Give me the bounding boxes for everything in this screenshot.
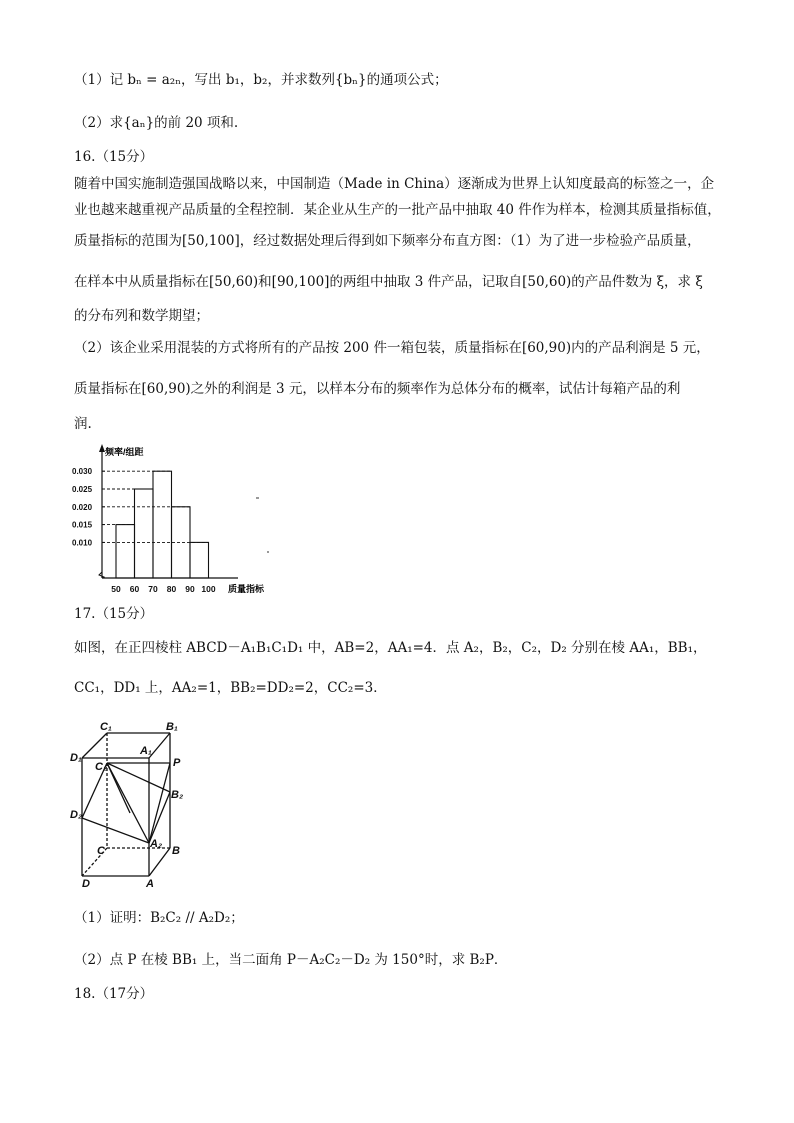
label-D1: D₁ — [70, 752, 82, 764]
label-A1: A₁ — [140, 745, 152, 757]
q15-part2: （2）求{aₙ}的前 20 项和. — [74, 115, 239, 131]
q17-part1: （1）证明：B₂C₂ // A₂D₂； — [74, 910, 244, 926]
x-tick-label: 50 — [111, 584, 121, 594]
q17-line-1: 如图，在正四棱柱 ABCD－A₁B₁C₁D₁ 中，AB=2，AA₁=4．点 A₂，B₂，C₂，D₂ 分别在棱 AA₁，BB₁， — [74, 640, 707, 656]
x-tick-label: 80 — [166, 584, 177, 594]
label-P: P — [173, 757, 181, 769]
segment-C2A2 — [107, 763, 149, 843]
q17-part2: （2）点 P 在棱 BB₁ 上，当二面角 P－A₂C₂－D₂ 为 150°时，求 B₂P． — [74, 952, 508, 968]
frequency-histogram — [70, 438, 290, 600]
label-C1: C₁ — [100, 721, 112, 733]
edge-A1B1 — [149, 733, 170, 758]
histogram-bar — [116, 525, 135, 578]
q15-part1: （1）记 bₙ = a₂ₙ，写出 b₁，b₂，并求数列{bₙ}的通项公式； — [74, 72, 448, 88]
label-D2: D₂ — [70, 809, 83, 821]
q16-line-3: 质量指标的范围为[50,100]，经过数据处理后得到如下频率分布直方图：（1）为了进一步检验产品质量， — [74, 233, 701, 249]
histogram-xlabel: 质量指标 — [228, 584, 265, 594]
y-tick-label: 0.030 — [72, 467, 93, 477]
histogram-bar — [135, 489, 154, 578]
q16-line-4: 在样本中从质量指标在[50,60)和[90,100]的两组中抽取 3 件产品，记取自[50,60)的产品件数为 ξ，求 ξ — [74, 274, 703, 290]
label-B: B — [172, 845, 180, 857]
q16-line-7: 质量指标在[60,90)之外的利润是 3 元，以样本分布的频率作为总体分布的概率，试估计每箱产品的利 — [74, 381, 681, 397]
histogram-ylabel: 频率/组距 — [105, 447, 144, 457]
x-tick-label: 90 — [185, 584, 195, 594]
segment-C2-mid — [107, 763, 130, 813]
segment-C2B2 — [107, 763, 170, 792]
segment-B2A2 — [149, 792, 170, 843]
label-A2: A₂ — [150, 838, 163, 850]
x-tick-label: 70 — [148, 584, 158, 594]
prism-figure — [70, 718, 190, 890]
x-tick-label: 100 — [201, 584, 216, 594]
q17-line-2: CC₁，DD₁ 上，AA₂=1，BB₂=DD₂=2，CC₂=3． — [74, 680, 387, 696]
label-D: D — [82, 878, 90, 890]
histogram-bar — [190, 542, 209, 578]
q16-line-6: （2）该企业采用混装的方式将所有的产品按 200 件一箱包装，质量指标在[60,90)内的产品利润是 5 元， — [74, 340, 710, 356]
q16-line-5: 的分布列和数学期望； — [74, 308, 209, 324]
edge-C1D1 — [82, 733, 107, 758]
edge-AB — [149, 848, 170, 876]
q18-header: 18.（17分） — [74, 986, 154, 1002]
x-tick-label: 60 — [129, 584, 140, 594]
label-B1: B₁ — [166, 721, 178, 733]
label-C: C — [97, 845, 105, 857]
y-tick-label: 0.010 — [72, 538, 93, 548]
label-A: A — [146, 878, 154, 890]
segment-D2A2 — [82, 818, 149, 843]
label-B2: B₂ — [171, 789, 184, 801]
segment-PA2 — [149, 763, 170, 843]
y-tick-label: 0.015 — [72, 520, 93, 530]
label-C2: C₂ — [95, 761, 108, 773]
y-tick-label: 0.025 — [72, 485, 93, 494]
q16-line-8: 润. — [74, 416, 92, 432]
q16-line-2: 业也越来越重视产品质量的全程控制．某企业从生产的一批产品中抽取 40 件作为样本，检测其质量指标值， — [74, 202, 721, 218]
q16-header: 16.（15分） — [74, 149, 154, 165]
q17-header: 17.（15分） — [74, 606, 154, 622]
q16-line-1: 随着中国实施制造强国战略以来，中国制造（Made in China）逐渐成为世界上认知度最高的标签之一，企 — [74, 176, 715, 192]
histogram-bar — [153, 471, 172, 578]
y-tick-label: 0.020 — [72, 502, 93, 512]
